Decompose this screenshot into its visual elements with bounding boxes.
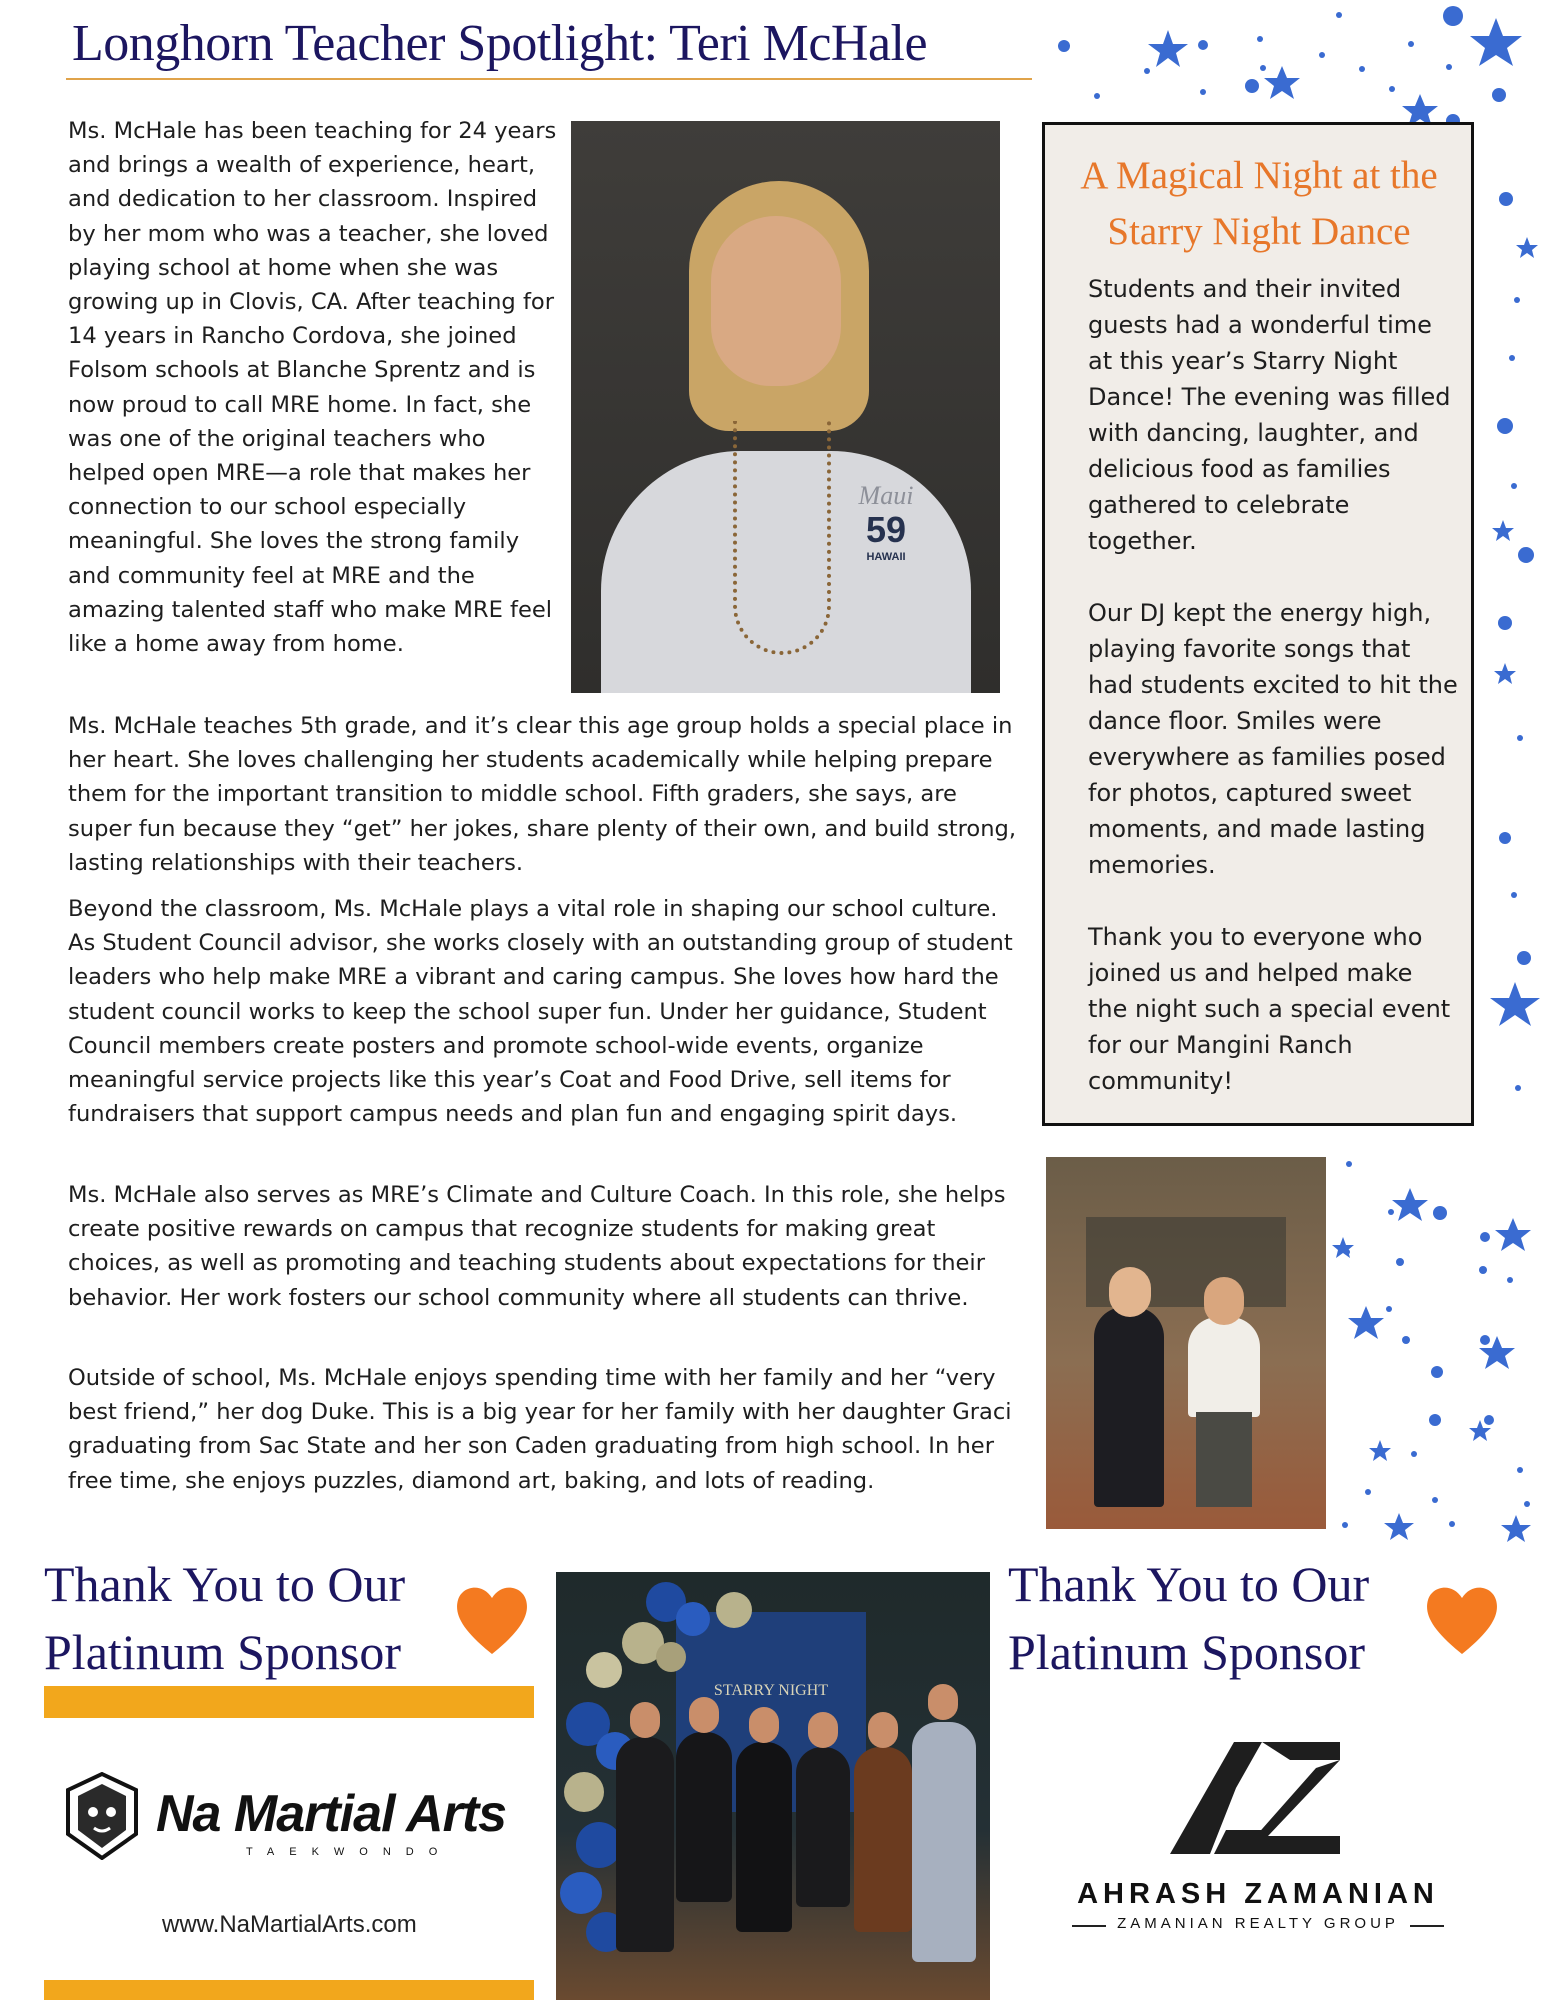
title-divider (66, 78, 1032, 80)
photo-boy-right-pants (1196, 1412, 1252, 1507)
photo-boy-right-shirt (1188, 1317, 1260, 1417)
photo-backdrop-text: STARRY NIGHT (713, 1682, 829, 1699)
balloon (564, 1772, 604, 1812)
photo-boy-left-head (1109, 1267, 1151, 1317)
photo-boy-right-head (1204, 1277, 1244, 1325)
balloon (656, 1642, 686, 1672)
tiger-shield-icon (64, 1772, 140, 1860)
sponsor-left-heading-line-2: Platinum Sponsor (44, 1624, 401, 1680)
photo-person (616, 1737, 674, 1952)
spotlight-paragraph-block-4 (68, 1178, 1018, 1315)
group-photo (556, 1572, 990, 2000)
spotlight-intro-paragraph (68, 114, 568, 661)
photo-person-head (808, 1712, 838, 1748)
heart-icon (452, 1580, 532, 1660)
na-martial-arts-name: Na Martial Arts (156, 1785, 507, 1843)
spotlight-paragraph-block-3 (68, 892, 1018, 1131)
photo-boy-left (1094, 1307, 1164, 1507)
dance-paragraph-2: Our DJ kept the energy high, playing favorite songs that had students excited to hit the dance floor. Smiles were everywhere as families posed for photos, captured sweet moments, and made lasting memories. (1088, 599, 1458, 879)
sponsor-left-bottom-bar (44, 1980, 534, 2000)
photo-person-head (928, 1684, 958, 1720)
spotlight-paragraph-block-5 (68, 1361, 1018, 1498)
photo-person-head (630, 1702, 660, 1738)
na-martial-arts-subtitle: TAEKWONDO (246, 1846, 453, 1858)
na-martial-arts-logo (64, 1772, 524, 1872)
az-logo-subtitle: ZAMANIAN REALTY GROUP (1117, 1915, 1399, 1932)
photo-person-head (689, 1697, 719, 1733)
az-logo-name: AHRASH ZAMANIAN (1077, 1878, 1439, 1910)
balloon (560, 1872, 602, 1914)
sponsor-right-heading-line-1: Thank You to Our (1008, 1556, 1370, 1612)
az-logo-icon (1170, 1738, 1346, 1858)
photo-person (796, 1747, 850, 1907)
balloon (586, 1652, 622, 1688)
sponsor-right-heading (1008, 1550, 1369, 1686)
photo-person (912, 1722, 976, 1962)
dance-body (1088, 271, 1458, 1135)
photo-person (854, 1747, 912, 1932)
balloon (716, 1592, 752, 1628)
photo-person (736, 1742, 792, 1932)
sponsor-left-url[interactable]: www.NaMartialArts.com (162, 1911, 417, 1938)
spotlight-paragraph-block-2 (68, 709, 1018, 880)
spotlight-paragraph-1: Ms. McHale has been teaching for 24 years and brings a wealth of experience, heart, and dedication to her classroom. Inspired by her mom who was a teacher, she loved playing school at home when she was growing up in Clovis, CA. After teaching for 14 years in Rancho Cordova, she joined Folsom schools at Blanche Sprentz and is now proud to call MRE home. In fact, she was one of the original teachers who helped open MRE—a role that makes her connection to our school especially meaningful. She loves the strong family and community feel at MRE and the amazing talented staff who make MRE feel like a home away from home. (68, 118, 557, 658)
teacher-photo (571, 121, 1000, 693)
photo-face (711, 216, 841, 386)
sponsor-left-heading (44, 1550, 405, 1686)
spotlight-paragraph-2: Ms. McHale teaches 5th grade, and it’s clear this age group holds a special place in her heart. She loves challenging her students academically while helping prepare them for the important transition to middle school. Fifth graders, she says, are super fun because they “get” her jokes, share plenty of their own, and build strong, lasting relationships with their teachers. (68, 713, 1017, 876)
spotlight-title: Longhorn Teacher Spotlight: Teri McHale (72, 15, 928, 72)
balloon (676, 1602, 710, 1636)
photo-person (676, 1732, 732, 1902)
spotlight-paragraph-5: Outside of school, Ms. McHale enjoys spending time with her family and her “very best friend,” her dog Duke. This is a big year for her family with her daughter Graci graduating from Sac State and her son Caden graduating from high school. In her free time, she enjoys puzzles, diamond art, baking, and lots of reading. (68, 1365, 1012, 1494)
photo-sweater-number: 59 (865, 509, 907, 550)
kids-photo (1046, 1157, 1326, 1529)
sponsor-left-top-bar (44, 1686, 534, 1718)
dance-paragraph-1: Students and their invited guests had a wonderful time at this year’s Starry Night Dance! The evening was filled with dancing, laughter, and delicious food as families gathered to celebrate together. (1088, 275, 1451, 555)
photo-sweater-place: HAWAII (866, 551, 906, 563)
spotlight-paragraph-4: Ms. McHale also serves as MRE’s Climate and Culture Coach. In this role, she helps create positive rewards on campus that recognize students for making great choices, as well as promoting and teaching students about expectations for their behavior. Her work fosters our school community where all students can thrive. (68, 1182, 1006, 1311)
photo-necklace (733, 421, 831, 655)
photo-person-head (749, 1707, 779, 1743)
sponsor-right-heading-line-2: Platinum Sponsor (1008, 1624, 1365, 1680)
sponsor-left-heading-line-1: Thank You to Our (44, 1556, 406, 1612)
dance-paragraph-3: Thank you to everyone who joined us and helped make the night such a special event for our Mangini Ranch community! (1088, 923, 1451, 1095)
photo-sweater-text: Maui (858, 481, 914, 510)
heart-icon (1422, 1580, 1502, 1660)
spotlight-paragraph-3: Beyond the classroom, Ms. McHale plays a vital role in shaping our school culture. As Student Council advisor, she works closely with an outstanding group of student leaders who help make MRE a vibrant and caring campus. She loves how hard the student council works to keep the school super fun. Under her guidance, Student Council members create posters and promote school-wide events, organize meaningful service projects like this year’s Coat and Food Drive, sell items for fundraisers that support campus needs and plan fun and engaging spirit days. (68, 896, 1013, 1128)
photo-person-head (868, 1712, 898, 1748)
dance-title: A Magical Night at the Starry Night Dance (1080, 154, 1438, 253)
